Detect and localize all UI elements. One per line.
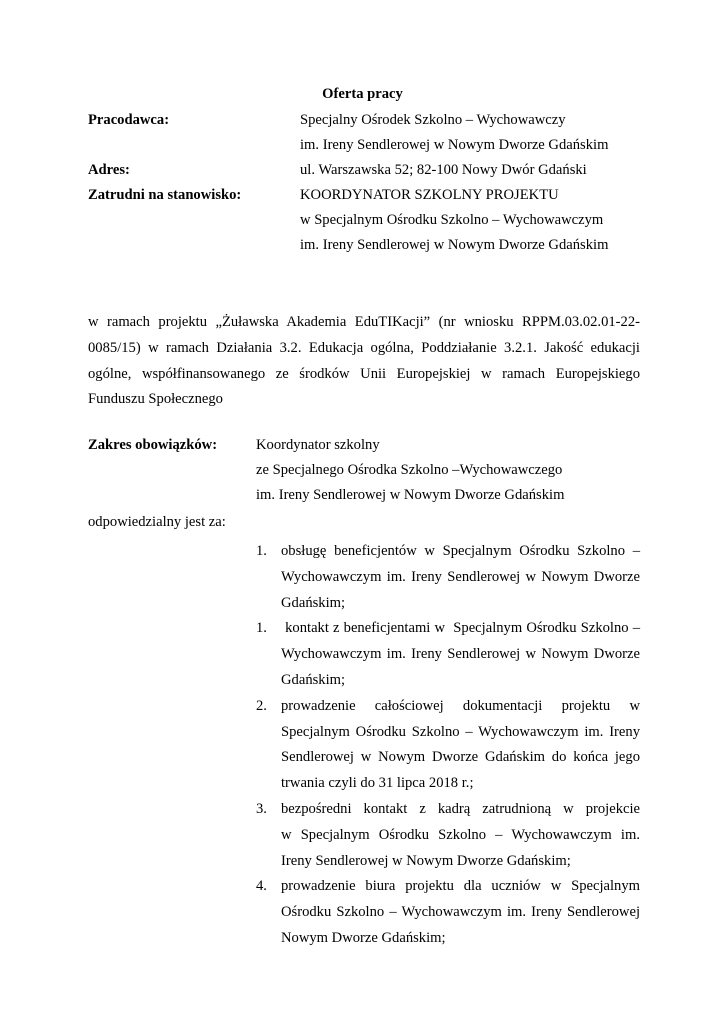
intro-line-2: 0085/15) w ramach Działania 3.2. Edukacja ogólna, Poddziałanie 3.2.1. Jakość edukacji [88,339,640,356]
duty-line: prowadzenie biura projektu dla uczniów w Specjalnym [281,878,640,895]
employer-line-1: Specjalny Ośrodek Szkolno – Wychowawczy [300,112,566,128]
position-line-1: KOORDYNATOR SZKOLNY PROJEKTU [300,187,559,203]
duty-line: Ireny Sendlerowej w Nowym Dworze Gdańskim; [281,852,571,869]
address-label: Adres: [88,162,130,178]
duties-label: Zakres obowiązków: [88,437,218,453]
duty-line: w Specjalnym Ośrodku Szkolno – Wychowawczym im. [281,826,640,843]
position-line-2: w Specjalnym Ośrodku Szkolno – Wychowawczym [300,212,604,228]
duty-line: Sendlerowej w Nowym Dworze Gdańskim do końca jego [281,749,640,766]
position-label: Zatrudni na stanowisko: [88,187,242,203]
duty-line: Nowym Dworze Gdańskim; [281,929,446,946]
intro-line-3: ogólne, współfinansowanego ze środków Unii Europejskiej w ramach Europejskiego [88,365,640,382]
duty-line: kontakt z beneficjentami w Specjalnym Ośrodku Szkolno – [281,620,640,637]
intro-line-4: Funduszu Społecznego [88,391,223,408]
intro-line-1: w ramach projektu „Żuławska Akademia EduTIKacji” (nr wniosku RPPM.03.02.01-22- [88,314,640,330]
duty-line: trwania czyli do 31 lipca 2018 r.; [281,775,474,792]
duty-line: Wychowawczym im. Ireny Sendlerowej w Nowym Dworze [281,646,640,663]
duty-number: 1. [256,620,267,637]
duty-number: 3. [256,800,267,817]
duty-item [256,694,640,797]
duty-line: obsługę beneficjentów w Specjalnym Ośrodku Szkolno – [281,543,640,559]
duty-number: 1. [256,543,267,559]
duties-line-3: im. Ireny Sendlerowej w Nowym Dworze Gdańskim [256,487,565,503]
duty-number: 2. [256,697,267,714]
duties-list [256,539,640,952]
duty-item [256,539,640,616]
duties-line-2: ze Specjalnego Ośrodka Szkolno –Wychowawczego [256,462,563,478]
duties-line-1: Koordynator szkolny [256,437,380,453]
address-value: ul. Warszawska 52; 82-100 Nowy Dwór Gdański [300,162,587,178]
duty-item [256,874,640,951]
duty-line: Wychowawczym im. Ireny Sendlerowej w Nowym Dworze [281,568,640,585]
duty-line: Ośrodku Szkolno – Wychowawczym im. Ireny Sendlerowej [281,904,640,921]
responsible-label: odpowiedzialny jest za: [88,514,226,530]
employer-label: Pracodawca: [88,112,170,128]
employer-line-2: im. Ireny Sendlerowej w Nowym Dworze Gdańskim [300,137,609,153]
duty-item [256,797,640,874]
duty-line: Specjalnym Ośrodku Szkolno – Wychowawczym im. Ireny [281,723,640,740]
duty-line: Gdańskim; [281,671,346,688]
duty-line: prowadzenie całościowej dokumentacji projektu w [281,697,640,714]
duty-line: bezpośredni kontakt z kadrą zatrudnioną w projekcie [281,800,640,817]
duty-number: 4. [256,878,267,895]
intro-paragraph [88,310,640,413]
position-line-3: im. Ireny Sendlerowej w Nowym Dworze Gdańskim [300,237,609,253]
page-title: Oferta pracy [322,86,403,102]
duty-item [256,616,640,693]
duty-line: Gdańskim; [281,594,346,611]
